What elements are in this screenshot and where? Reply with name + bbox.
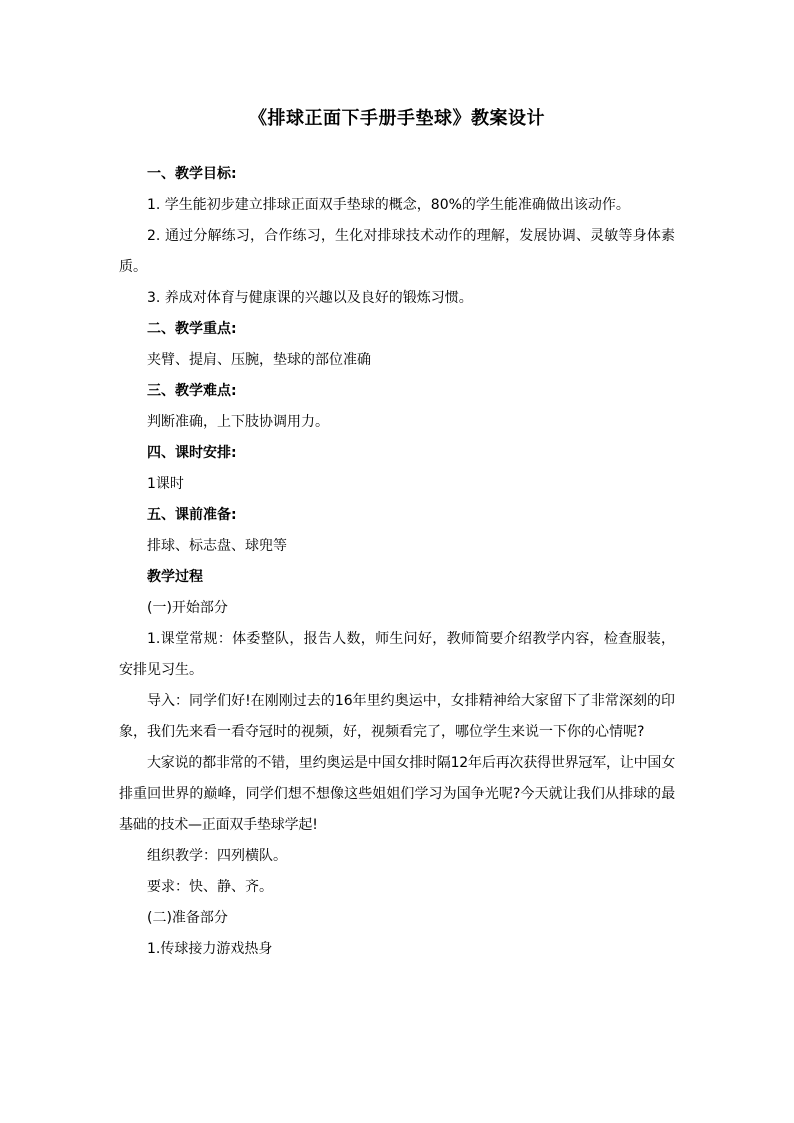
preparation-text: 排球、标志盘、球兜等 [147,538,287,554]
class-routine-text: 1.课堂常规：体委整队，报告人数，师生问好，教师简要介绍教学内容，检查服装，安排见习生。 [119,631,675,678]
section-heading-key-points: 二、教学重点: [147,321,237,337]
section-heading-schedule: 四、课时安排: [147,445,237,461]
section-heading-difficulties: 三、教学难点: [147,383,237,399]
objective-item-1: 1. 学生能初步建立排球正面双手垫球的概念，80%的学生能准确做出该动作。 [147,197,630,213]
requirements-text: 要求：快、静、齐。 [147,879,273,895]
objective-item-2: 2. 通过分解练习，合作练习，生化对排球技术动作的理解，发展协调、灵敏等身体素质。 [119,228,675,275]
document-body [119,159,675,965]
difficulties-text: 判断准确，上下肢协调用力。 [147,414,329,430]
olympics-text: 大家说的都非常的不错，里约奥运是中国女排时隔12年后再次获得世界冠军，让中国女排重回世界的巅峰，同学们想不想像这些姐姐们学习为国争光呢?今天就让我们从排球的最基础的技术—正面双手垫球学起! [119,755,676,833]
process-part-1-heading: (一)开始部分 [147,600,228,616]
warmup-game-text: 1.传球接力游戏热身 [147,941,273,957]
section-heading-process: 教学过程 [147,569,203,585]
objective-item-3: 3. 养成对体育与健康课的兴趣以及良好的锻炼习惯。 [147,290,473,306]
organization-text: 组织教学：四列横队。 [147,848,287,864]
section-heading-preparation: 五、课前准备: [147,507,237,523]
section-heading-objectives: 一、教学目标: [147,166,237,182]
process-part-2-heading: (二)准备部分 [147,910,228,926]
key-points-text: 夹臂、提肩、压腕，垫球的部位准确 [147,352,371,368]
document-title: 《排球正面下手册手垫球》教案设计 [249,108,545,129]
schedule-text: 1课时 [147,476,184,492]
introduction-text: 导入：同学们好!在刚刚过去的16年里约奥运中，女排精神给大家留下了非常深刻的印象，我们先来看一看夺冠时的视频，好，视频看完了，哪位学生来说一下你的心情呢? [119,693,675,740]
